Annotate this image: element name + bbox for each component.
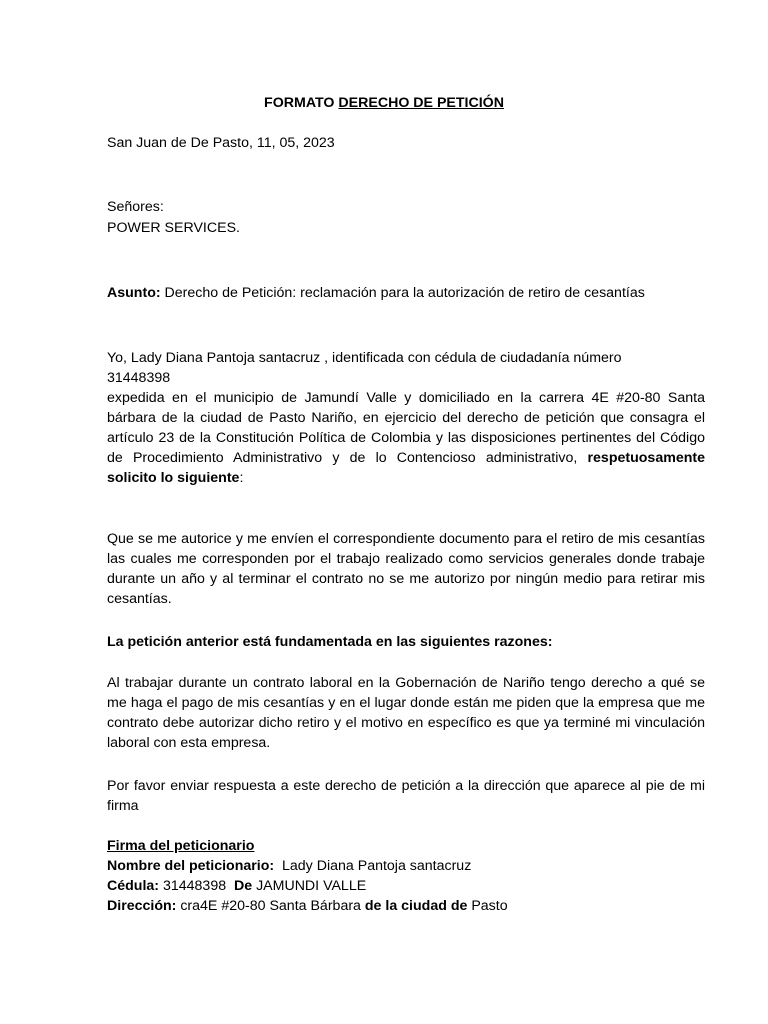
name-value: Lady Diana Pantoja santacruz <box>274 858 472 874</box>
signature-address-line <box>107 896 705 916</box>
signature-block <box>107 836 705 916</box>
signature-heading-text: Firma del peticionario <box>107 838 255 854</box>
intro-end: : <box>239 470 244 486</box>
address-city: Pasto <box>467 898 508 914</box>
address-label: Dirección: <box>107 898 177 914</box>
subject-label: Asunto: <box>107 285 161 301</box>
recipient-greeting: Señores: <box>107 199 164 215</box>
address-value: cra4E #20-80 Santa Bárbara <box>176 898 365 914</box>
date-line: San Juan de De Pasto, 11, 05, 2023 <box>107 135 335 151</box>
intro-paragraph <box>107 348 705 488</box>
intro-bold-text: respetuosamente solicito lo siguiente <box>107 450 705 486</box>
id-place: JAMUNDI VALLE <box>252 878 367 894</box>
signature-name-line <box>107 856 705 876</box>
name-label: Nombre del peticionario: <box>107 858 275 874</box>
title-underlined: DERECHO DE PETICIÓN <box>338 95 504 111</box>
id-label: Cédula: <box>107 878 160 894</box>
subject-text: Derecho de Petición: reclamación para la autorización de retiro de cesantías <box>160 285 645 301</box>
reasons-heading <box>107 632 705 652</box>
id-de: De <box>230 878 253 894</box>
subject-line <box>107 283 705 303</box>
intro-line2: 31448398 <box>107 370 171 386</box>
request-paragraph: Que se me autorice y me envíen el correspondiente documento para el retiro de mis cesantías las cuales me corresponden por el trabajo realizado como servicios generales donde trabaje durante un año y al terminar el contrato no se me autorizo por ningún medio para retirar mis cesantías. <box>107 531 705 607</box>
intro-line1: Yo, Lady Diana Pantoja santacruz , identificada con cédula de ciudadanía número <box>107 350 622 366</box>
signature-heading <box>107 836 705 856</box>
id-value: 31448398 <box>159 878 231 894</box>
reasons-paragraph: Al trabajar durante un contrato laboral en la Gobernación de Nariño tengo derecho a qué se me haga el pago de mis cesantías y en el lugar donde están me piden que la empresa que me contrato debe autorizar dicho retiro y el motivo en específico es que ya terminé mi vinculación laboral con esta empresa. <box>107 675 705 751</box>
signature-id-line <box>107 876 705 896</box>
address-bold: de la ciudad de <box>364 898 468 914</box>
recipient-company: POWER SERVICES. <box>107 220 240 236</box>
intro-body <box>107 388 705 488</box>
response-note: Por favor enviar respuesta a este derecho de petición a la dirección que aparece al pie de mi firma <box>107 778 705 814</box>
intro-body-text: expedida en el municipio de Jamundí Valle y domiciliado en la carrera 4E #20-80 Santa bárbara de la ciudad de Pasto Nariño, en ejercicio del derecho de petición que consagra el artículo 23 de la Constitución Política de Colombia y las disposiciones pertinentes del Código de Procedimiento Administrativo y de lo Contencioso administrativo, <box>107 390 705 466</box>
title-prefix: FORMATO <box>264 95 339 111</box>
reasons-heading-text: La petición anterior está fundamentada en las siguientes razones: <box>107 634 553 650</box>
document-title <box>0 93 768 113</box>
